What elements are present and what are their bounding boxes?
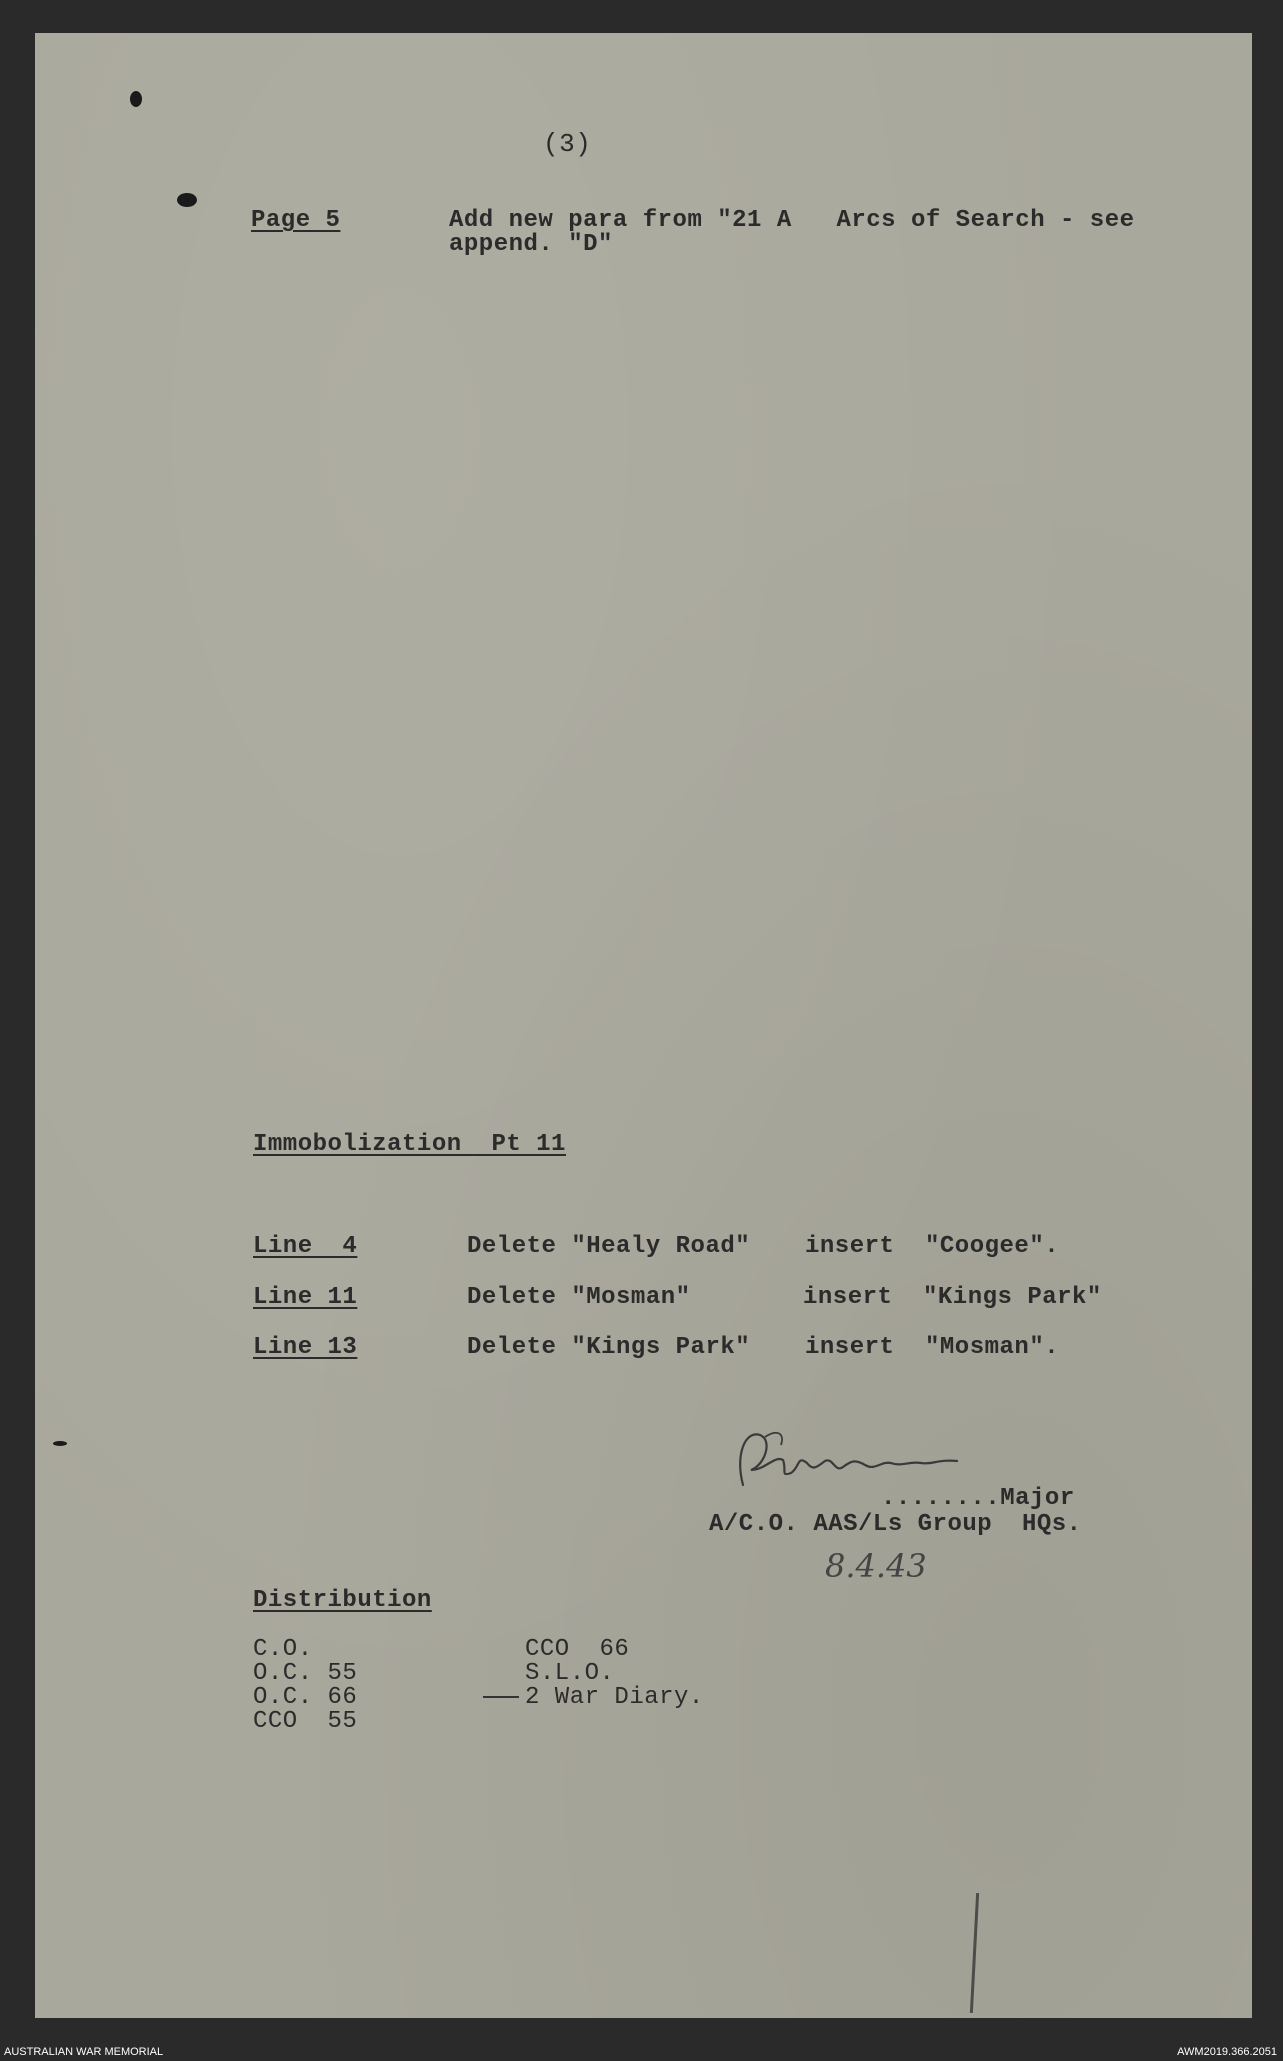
immobolization-heading: Immobolization Pt 11 (253, 1131, 566, 1158)
distribution-item: O.C. 55 (253, 1660, 358, 1687)
page5-line-2: append. "D" (449, 231, 613, 258)
signature-rank: ........Major (881, 1485, 1075, 1512)
distribution-item: CCO 55 (253, 1708, 358, 1735)
distribution-item: S.L.O. (525, 1660, 615, 1687)
line-value: "Mosman". (925, 1334, 1060, 1361)
page-number: (3) (543, 129, 592, 159)
distribution-item: CCO 66 (525, 1636, 630, 1663)
line-delete: Delete "Kings Park" (467, 1334, 751, 1361)
page5-label: Page 5 (251, 207, 341, 234)
footer-archive-id: AWM2019.366.2051 (1177, 2046, 1277, 2058)
line-label: Line 11 (253, 1284, 358, 1311)
line-label: Line 4 (253, 1233, 358, 1260)
line-delete: Delete "Healy Road" (467, 1233, 751, 1260)
line-delete: Delete "Mosman" (467, 1284, 691, 1311)
line-insert: insert (805, 1334, 895, 1361)
ink-stain (53, 1441, 67, 1446)
page5-line-1: Add new para from "21 A Arcs of Search - see (449, 207, 1135, 234)
line-value: "Kings Park" (923, 1284, 1102, 1311)
distribution-item: 2 War Diary. (525, 1684, 704, 1711)
signature-date: 8.4.43 (825, 1547, 927, 1585)
line-insert: insert (803, 1284, 893, 1311)
line-value: "Coogee". (925, 1233, 1060, 1260)
document-page (35, 33, 1252, 2018)
pencil-mark (970, 1893, 979, 2013)
distribution-item: O.C. 66 (253, 1684, 358, 1711)
ink-stain (130, 91, 142, 107)
ink-stain (177, 193, 197, 207)
line-label: Line 13 (253, 1334, 358, 1361)
distribution-heading: Distribution (253, 1587, 432, 1614)
footer-archive-name: AUSTRALIAN WAR MEMORIAL (4, 2046, 164, 2058)
line-insert: insert (805, 1233, 895, 1260)
distribution-item: C.O. (253, 1636, 313, 1663)
signature-title: A/C.O. AAS/Ls Group HQs. (709, 1511, 1082, 1538)
handwritten-dash (483, 1696, 519, 1698)
